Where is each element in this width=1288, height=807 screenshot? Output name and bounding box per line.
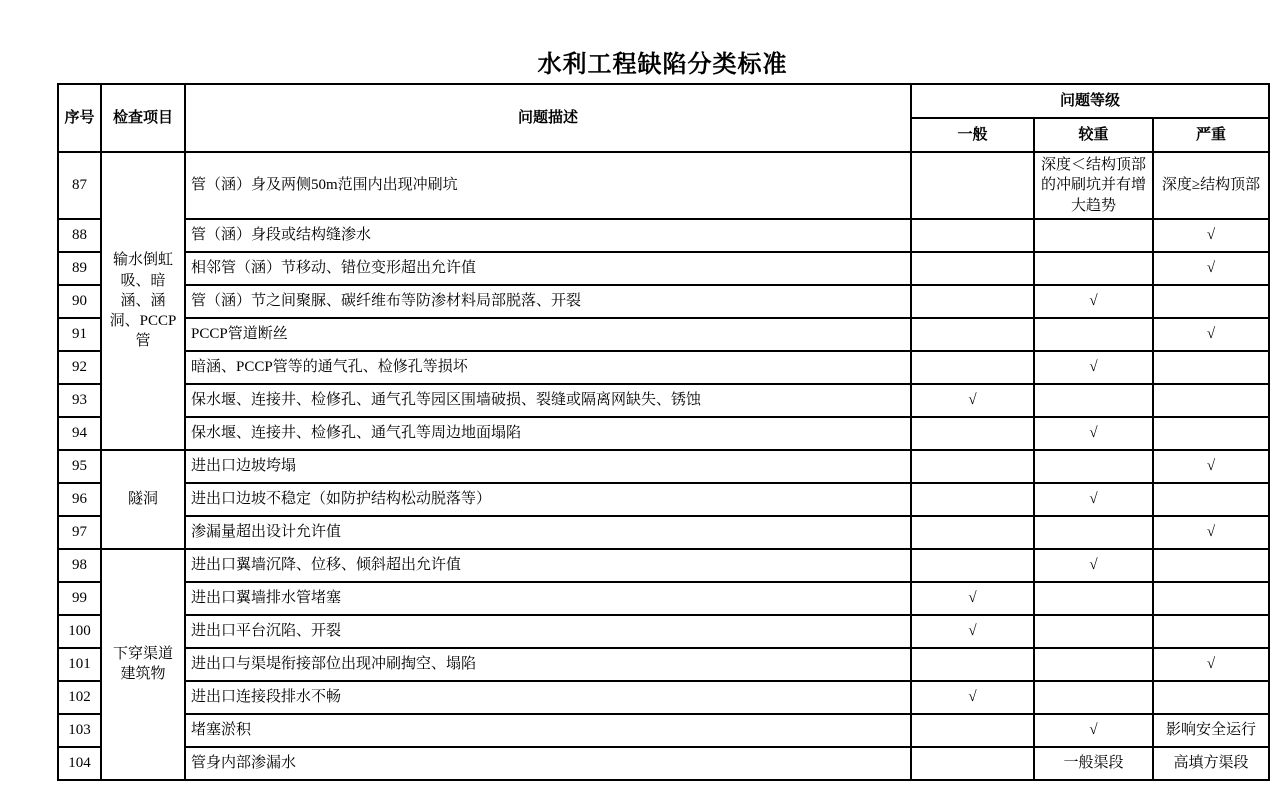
inspection-item-cell: 输水倒虹吸、暗涵、涵洞、PCCP管: [101, 152, 185, 450]
header-serial: 序号: [58, 84, 101, 152]
level-general-cell: [911, 152, 1034, 219]
defect-classification-table: [57, 83, 1270, 781]
level-severe-cell: [1153, 285, 1269, 318]
level-moderate-cell: [1034, 582, 1153, 615]
level-severe-cell: √: [1153, 252, 1269, 285]
table-row: [58, 152, 1269, 219]
header-inspection-item: 检查项目: [101, 84, 185, 152]
level-severe-cell: [1153, 615, 1269, 648]
level-moderate-cell: √: [1034, 285, 1153, 318]
level-moderate-cell: 深度＜结构顶部的冲刷坑并有增大趋势: [1034, 152, 1153, 219]
table-row: [58, 285, 1269, 318]
level-moderate-cell: [1034, 450, 1153, 483]
level-severe-cell: √: [1153, 516, 1269, 549]
row-number-cell: 95: [58, 450, 101, 483]
description-cell: 进出口边坡垮塌: [185, 450, 911, 483]
level-general-cell: [911, 285, 1034, 318]
table-header: [58, 84, 1269, 152]
level-moderate-cell: √: [1034, 351, 1153, 384]
level-severe-cell: [1153, 417, 1269, 450]
table-row: [58, 483, 1269, 516]
table-row: [58, 516, 1269, 549]
row-number-cell: 91: [58, 318, 101, 351]
page-title: 水利工程缺陷分类标准: [537, 51, 788, 78]
description-cell: 堵塞淤积: [185, 714, 911, 747]
level-severe-cell: [1153, 681, 1269, 714]
description-cell: PCCP管道断丝: [185, 318, 911, 351]
level-severe-cell: √: [1153, 318, 1269, 351]
row-number-cell: 100: [58, 615, 101, 648]
description-cell: 相邻管（涵）节移动、错位变形超出允许值: [185, 252, 911, 285]
level-severe-cell: √: [1153, 648, 1269, 681]
description-cell: 进出口翼墙排水管堵塞: [185, 582, 911, 615]
level-general-cell: [911, 714, 1034, 747]
row-number-cell: 88: [58, 219, 101, 252]
row-number-cell: 92: [58, 351, 101, 384]
table-row: [58, 549, 1269, 582]
row-number-cell: 98: [58, 549, 101, 582]
row-number-cell: 89: [58, 252, 101, 285]
level-severe-cell: √: [1153, 219, 1269, 252]
level-general-cell: [911, 549, 1034, 582]
level-moderate-cell: √: [1034, 483, 1153, 516]
inspection-item-cell: 隧洞: [101, 450, 185, 549]
level-moderate-cell: √: [1034, 417, 1153, 450]
level-general-cell: [911, 252, 1034, 285]
level-severe-cell: √: [1153, 450, 1269, 483]
level-severe-cell: 深度≥结构顶部: [1153, 152, 1269, 219]
level-moderate-cell: [1034, 318, 1153, 351]
table-row: [58, 714, 1269, 747]
level-general-cell: [911, 219, 1034, 252]
level-moderate-cell: [1034, 516, 1153, 549]
row-number-cell: 102: [58, 681, 101, 714]
table-row: [58, 417, 1269, 450]
header-level-severe: 严重: [1153, 118, 1269, 152]
description-cell: 管身内部渗漏水: [185, 747, 911, 780]
level-general-cell: [911, 318, 1034, 351]
description-cell: 进出口边坡不稳定（如防护结构松动脱落等）: [185, 483, 911, 516]
level-moderate-cell: [1034, 252, 1153, 285]
description-cell: 进出口与渠堤衔接部位出现冲刷掏空、塌陷: [185, 648, 911, 681]
level-severe-cell: [1153, 549, 1269, 582]
row-number-cell: 99: [58, 582, 101, 615]
table-row: [58, 681, 1269, 714]
table-row: [58, 219, 1269, 252]
level-general-cell: [911, 648, 1034, 681]
level-moderate-cell: [1034, 219, 1153, 252]
row-number-cell: 94: [58, 417, 101, 450]
table-row: [58, 318, 1269, 351]
header-level-general: 一般: [911, 118, 1034, 152]
level-severe-cell: 高填方渠段: [1153, 747, 1269, 780]
description-cell: 保水堰、连接井、检修孔、通气孔等周边地面塌陷: [185, 417, 911, 450]
table-body: [58, 152, 1269, 780]
table-row: [58, 252, 1269, 285]
table-row: [58, 351, 1269, 384]
header-row-1: [58, 84, 1269, 118]
level-moderate-cell: [1034, 681, 1153, 714]
table-row: [58, 450, 1269, 483]
level-moderate-cell: √: [1034, 549, 1153, 582]
description-cell: 暗涵、PCCP管等的通气孔、检修孔等损坏: [185, 351, 911, 384]
header-problem-description: 问题描述: [185, 84, 911, 152]
level-severe-cell: [1153, 483, 1269, 516]
inspection-item-cell: 下穿渠道建筑物: [101, 549, 185, 780]
level-moderate-cell: [1034, 615, 1153, 648]
table-row: [58, 747, 1269, 780]
table-row: [58, 615, 1269, 648]
header-level-moderate: 较重: [1034, 118, 1153, 152]
level-general-cell: √: [911, 384, 1034, 417]
row-number-cell: 103: [58, 714, 101, 747]
level-severe-cell: 影响安全运行: [1153, 714, 1269, 747]
row-number-cell: 97: [58, 516, 101, 549]
level-general-cell: [911, 450, 1034, 483]
level-general-cell: √: [911, 582, 1034, 615]
level-general-cell: √: [911, 615, 1034, 648]
level-general-cell: [911, 747, 1034, 780]
description-cell: 进出口翼墙沉降、位移、倾斜超出允许值: [185, 549, 911, 582]
level-moderate-cell: [1034, 384, 1153, 417]
description-cell: 进出口平台沉陷、开裂: [185, 615, 911, 648]
row-number-cell: 87: [58, 152, 101, 219]
level-severe-cell: [1153, 582, 1269, 615]
row-number-cell: 96: [58, 483, 101, 516]
row-number-cell: 101: [58, 648, 101, 681]
table-row: [58, 384, 1269, 417]
table-row: [58, 582, 1269, 615]
level-severe-cell: [1153, 351, 1269, 384]
level-moderate-cell: 一般渠段: [1034, 747, 1153, 780]
level-moderate-cell: √: [1034, 714, 1153, 747]
level-general-cell: [911, 516, 1034, 549]
level-general-cell: [911, 417, 1034, 450]
table-row: [58, 648, 1269, 681]
description-cell: 渗漏量超出设计允许值: [185, 516, 911, 549]
row-number-cell: 90: [58, 285, 101, 318]
header-problem-level: 问题等级: [911, 84, 1269, 118]
description-cell: 管（涵）节之间聚脲、碳纤维布等防渗材料局部脱落、开裂: [185, 285, 911, 318]
level-severe-cell: [1153, 384, 1269, 417]
description-cell: 管（涵）身段或结构缝渗水: [185, 219, 911, 252]
row-number-cell: 104: [58, 747, 101, 780]
row-number-cell: 93: [58, 384, 101, 417]
level-general-cell: [911, 351, 1034, 384]
level-general-cell: √: [911, 681, 1034, 714]
level-general-cell: [911, 483, 1034, 516]
description-cell: 保水堰、连接井、检修孔、通气孔等园区围墙破损、裂缝或隔离网缺失、锈蚀: [185, 384, 911, 417]
description-cell: 管（涵）身及两侧50m范围内出现冲刷坑: [185, 152, 911, 219]
level-moderate-cell: [1034, 648, 1153, 681]
description-cell: 进出口连接段排水不畅: [185, 681, 911, 714]
